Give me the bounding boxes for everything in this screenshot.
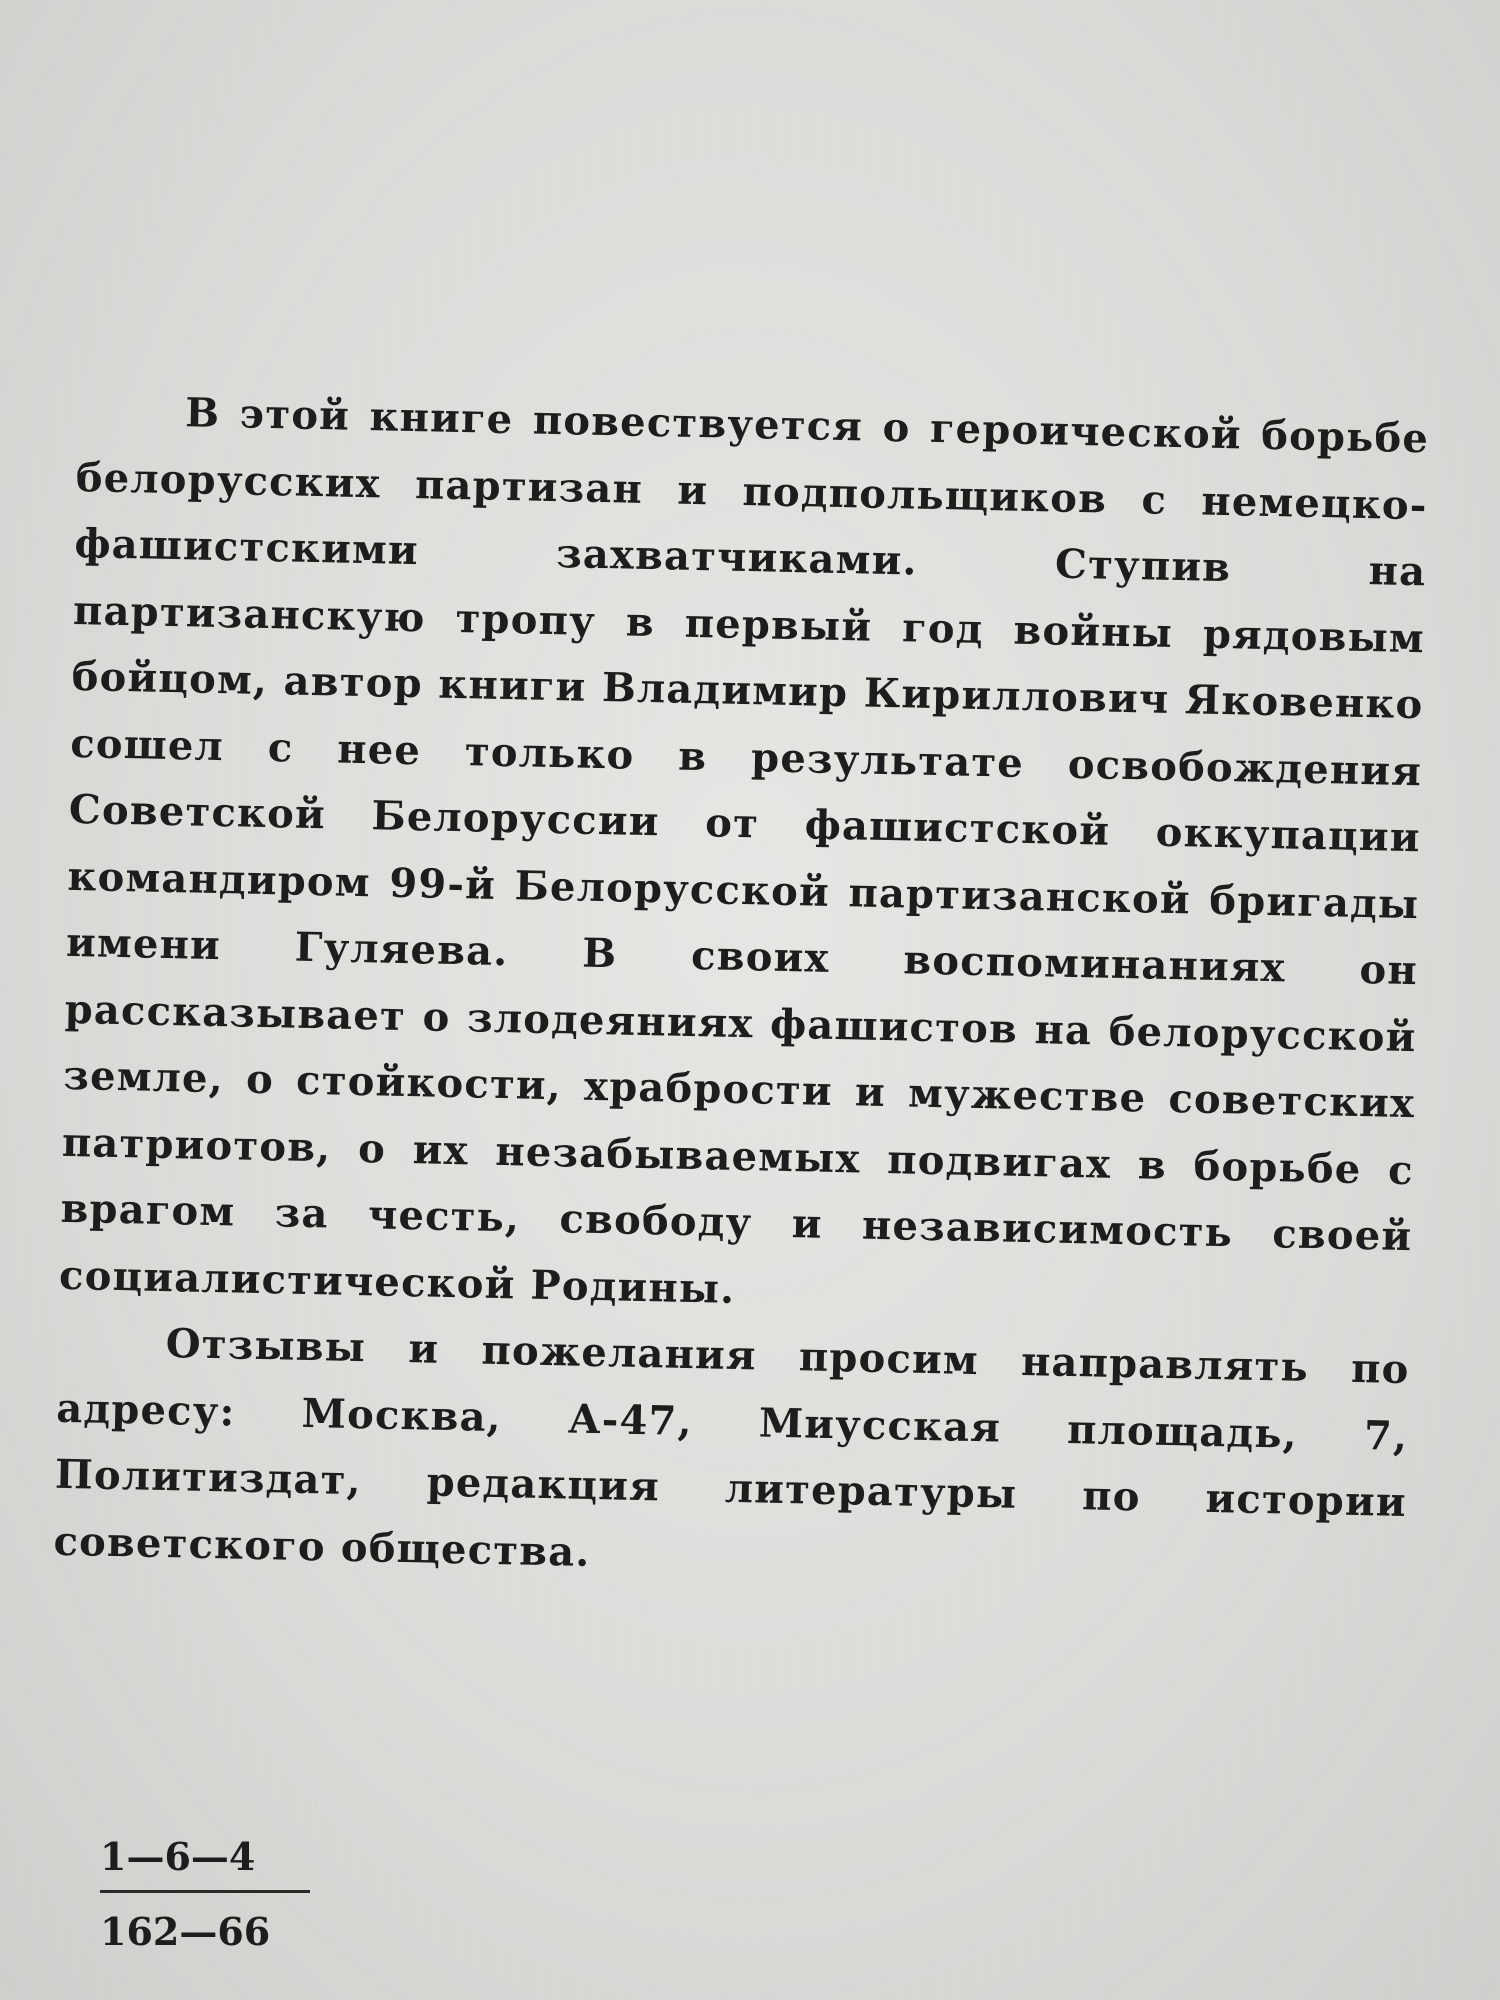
index-code [100, 1834, 310, 1954]
index-code-denominator: 162—66 [100, 1909, 271, 1954]
index-code-numerator: 1—6—4 [100, 1834, 256, 1879]
annotation-text [53, 378, 1430, 1603]
annotation-paragraph: В этой книге повествуется о героической борьбе белорусских партизан и подпольщиков с немецко-фашистскими захватчиками. Ступив на партизанскую тропу в первый год войны рядовым бойцом, автор книги Владимир Кириллович Яковенко сошел с нее только в результате освобождения Советской Белоруссии от фашистской оккупации командиром 99-й Белорусской партизанской бригады имени Гуляева. В своих воспоминаниях он рассказывает о злодеяниях фашистов на белорусской земле, о стойкости, храбрости и мужестве советских патриотов, о их незабываемых подвигах в борьбе с врагом за честь, свободу и независимость своей социалистической Родины. [58, 389, 1430, 1313]
feedback-paragraph: Отзывы и пожелания просим направлять по адресу: Москва, А-47, Миусская площадь, 7, Политиздат, редакция литературы по истории советского общества. [53, 1320, 1411, 1576]
